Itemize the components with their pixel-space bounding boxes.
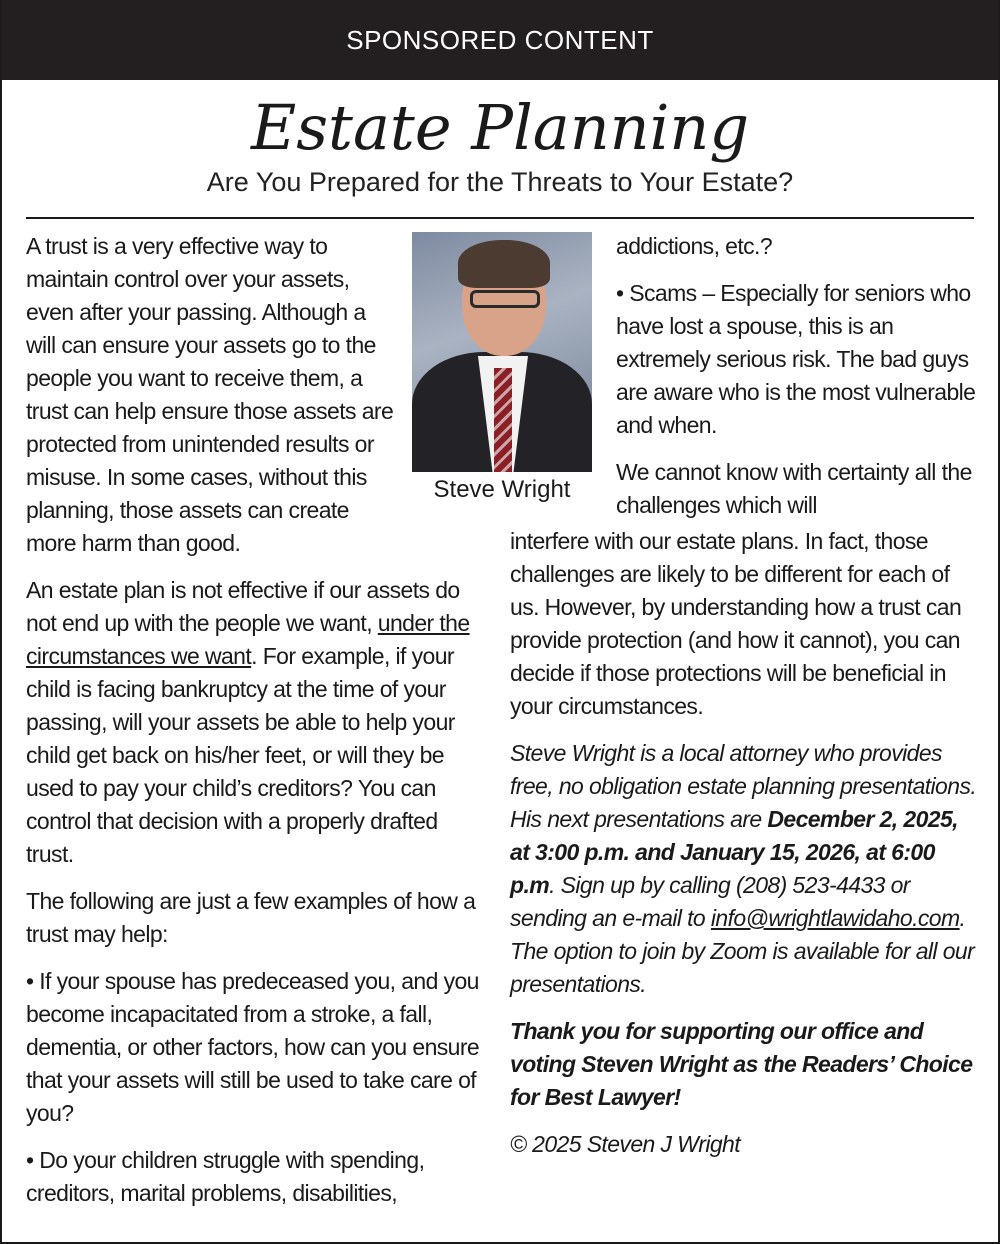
examples-intro [26,885,486,951]
estate-plan-text-b: . For example, if your child is facing bankruptcy at the time of your passing, will your assets be able to help your child get back on his/her feet, or will they be used to pay your child’s creditors? You can control that decision with a properly drafted trust. [26,643,455,867]
addictions-line [616,230,978,263]
examples-intro-text: The following are just a few examples of how a trust may help: [26,888,476,947]
photo-caption: Steve Wright [433,476,571,503]
photo-hair [458,240,550,288]
estate-plan-text-a: An estate plan is not effective if our assets do not end up with the people we want, [26,577,460,636]
attorney-photo [412,232,592,472]
certainty-lead-text: We cannot know with certainty all the challenges which will [616,459,972,518]
right-column [510,525,980,1175]
underlined-circumstances: under the circumstances we want [26,610,470,669]
bio-text-b: . Sign up by calling (208) 523-4433 or sending an e-mail to [510,872,910,931]
title-divider [26,217,974,219]
copyright [510,1128,980,1161]
intro-paragraph [26,230,398,560]
right-column-top [616,230,978,522]
sponsored-banner: SPONSORED CONTENT [2,0,998,80]
left-column [26,230,480,1224]
email-link[interactable]: info@wrightlawidaho.com [710,905,960,931]
bio-text-a: Steve Wright is a local attorney who provides free, no obligation estate planning presentations. His next presentations are [510,740,977,832]
article-subtitle: Are You Prepared for the Threats to Your Estate? [206,167,794,197]
intro-text: A trust is a very effective way to maintain control over your assets, even after your passing. Although a will can ensure your assets go to the people you want to receive them, a trust can help ensure those assets are protected from unintended results or misuse. In some cases, without this planning, those assets can create more harm than good. [26,233,394,556]
addictions-text: addictions, etc.? [616,233,773,259]
bio-text-c: . The option to join by Zoom is available for all our presentations. [510,905,975,997]
certainty-lead [616,456,978,522]
bullet-scams-text: • Scams – Especially for seniors who have lost a spouse, this is an extremely serious risk. The bad guys are aware who is the most vulnerable and when. [616,280,976,438]
bullet-scams [616,277,978,442]
copyright-text: © 2025 Steven J Wright [510,1131,741,1157]
bio-paragraph [510,737,980,1001]
article-title: Estate Planning [250,91,750,164]
bullet-children [26,1144,486,1210]
thanks-text: Thank you for supporting our office and voting Steven Wright as the Readers’ Choice for Best Lawyer! [510,1018,973,1110]
presentation-dates: December 2, 2025, at 3:00 p.m. and January 15, 2026, at 6:00 p.m [510,806,958,898]
photo-glasses [470,290,540,308]
bullet-spouse [26,965,486,1130]
bullet-children-text: • Do your children struggle with spending, creditors, marital problems, disabilities, [26,1147,425,1206]
certainty-text: interfere with our estate plans. In fact, those challenges are likely to be different for each of us. However, by understanding how a trust can provide protection (and how it cannot), you can decide if those protections will be beneficial in your circumstances. [510,528,962,719]
thanks-paragraph [510,1015,980,1114]
estate-plan-paragraph [26,574,486,871]
certainty-paragraph [510,525,980,723]
bullet-spouse-text: • If your spouse has predeceased you, and you become incapacitated from a stroke, a fall, dementia, or other factors, how can you ensure that your assets will still be used to take care of you? [26,968,480,1126]
photo-tie [494,368,512,472]
